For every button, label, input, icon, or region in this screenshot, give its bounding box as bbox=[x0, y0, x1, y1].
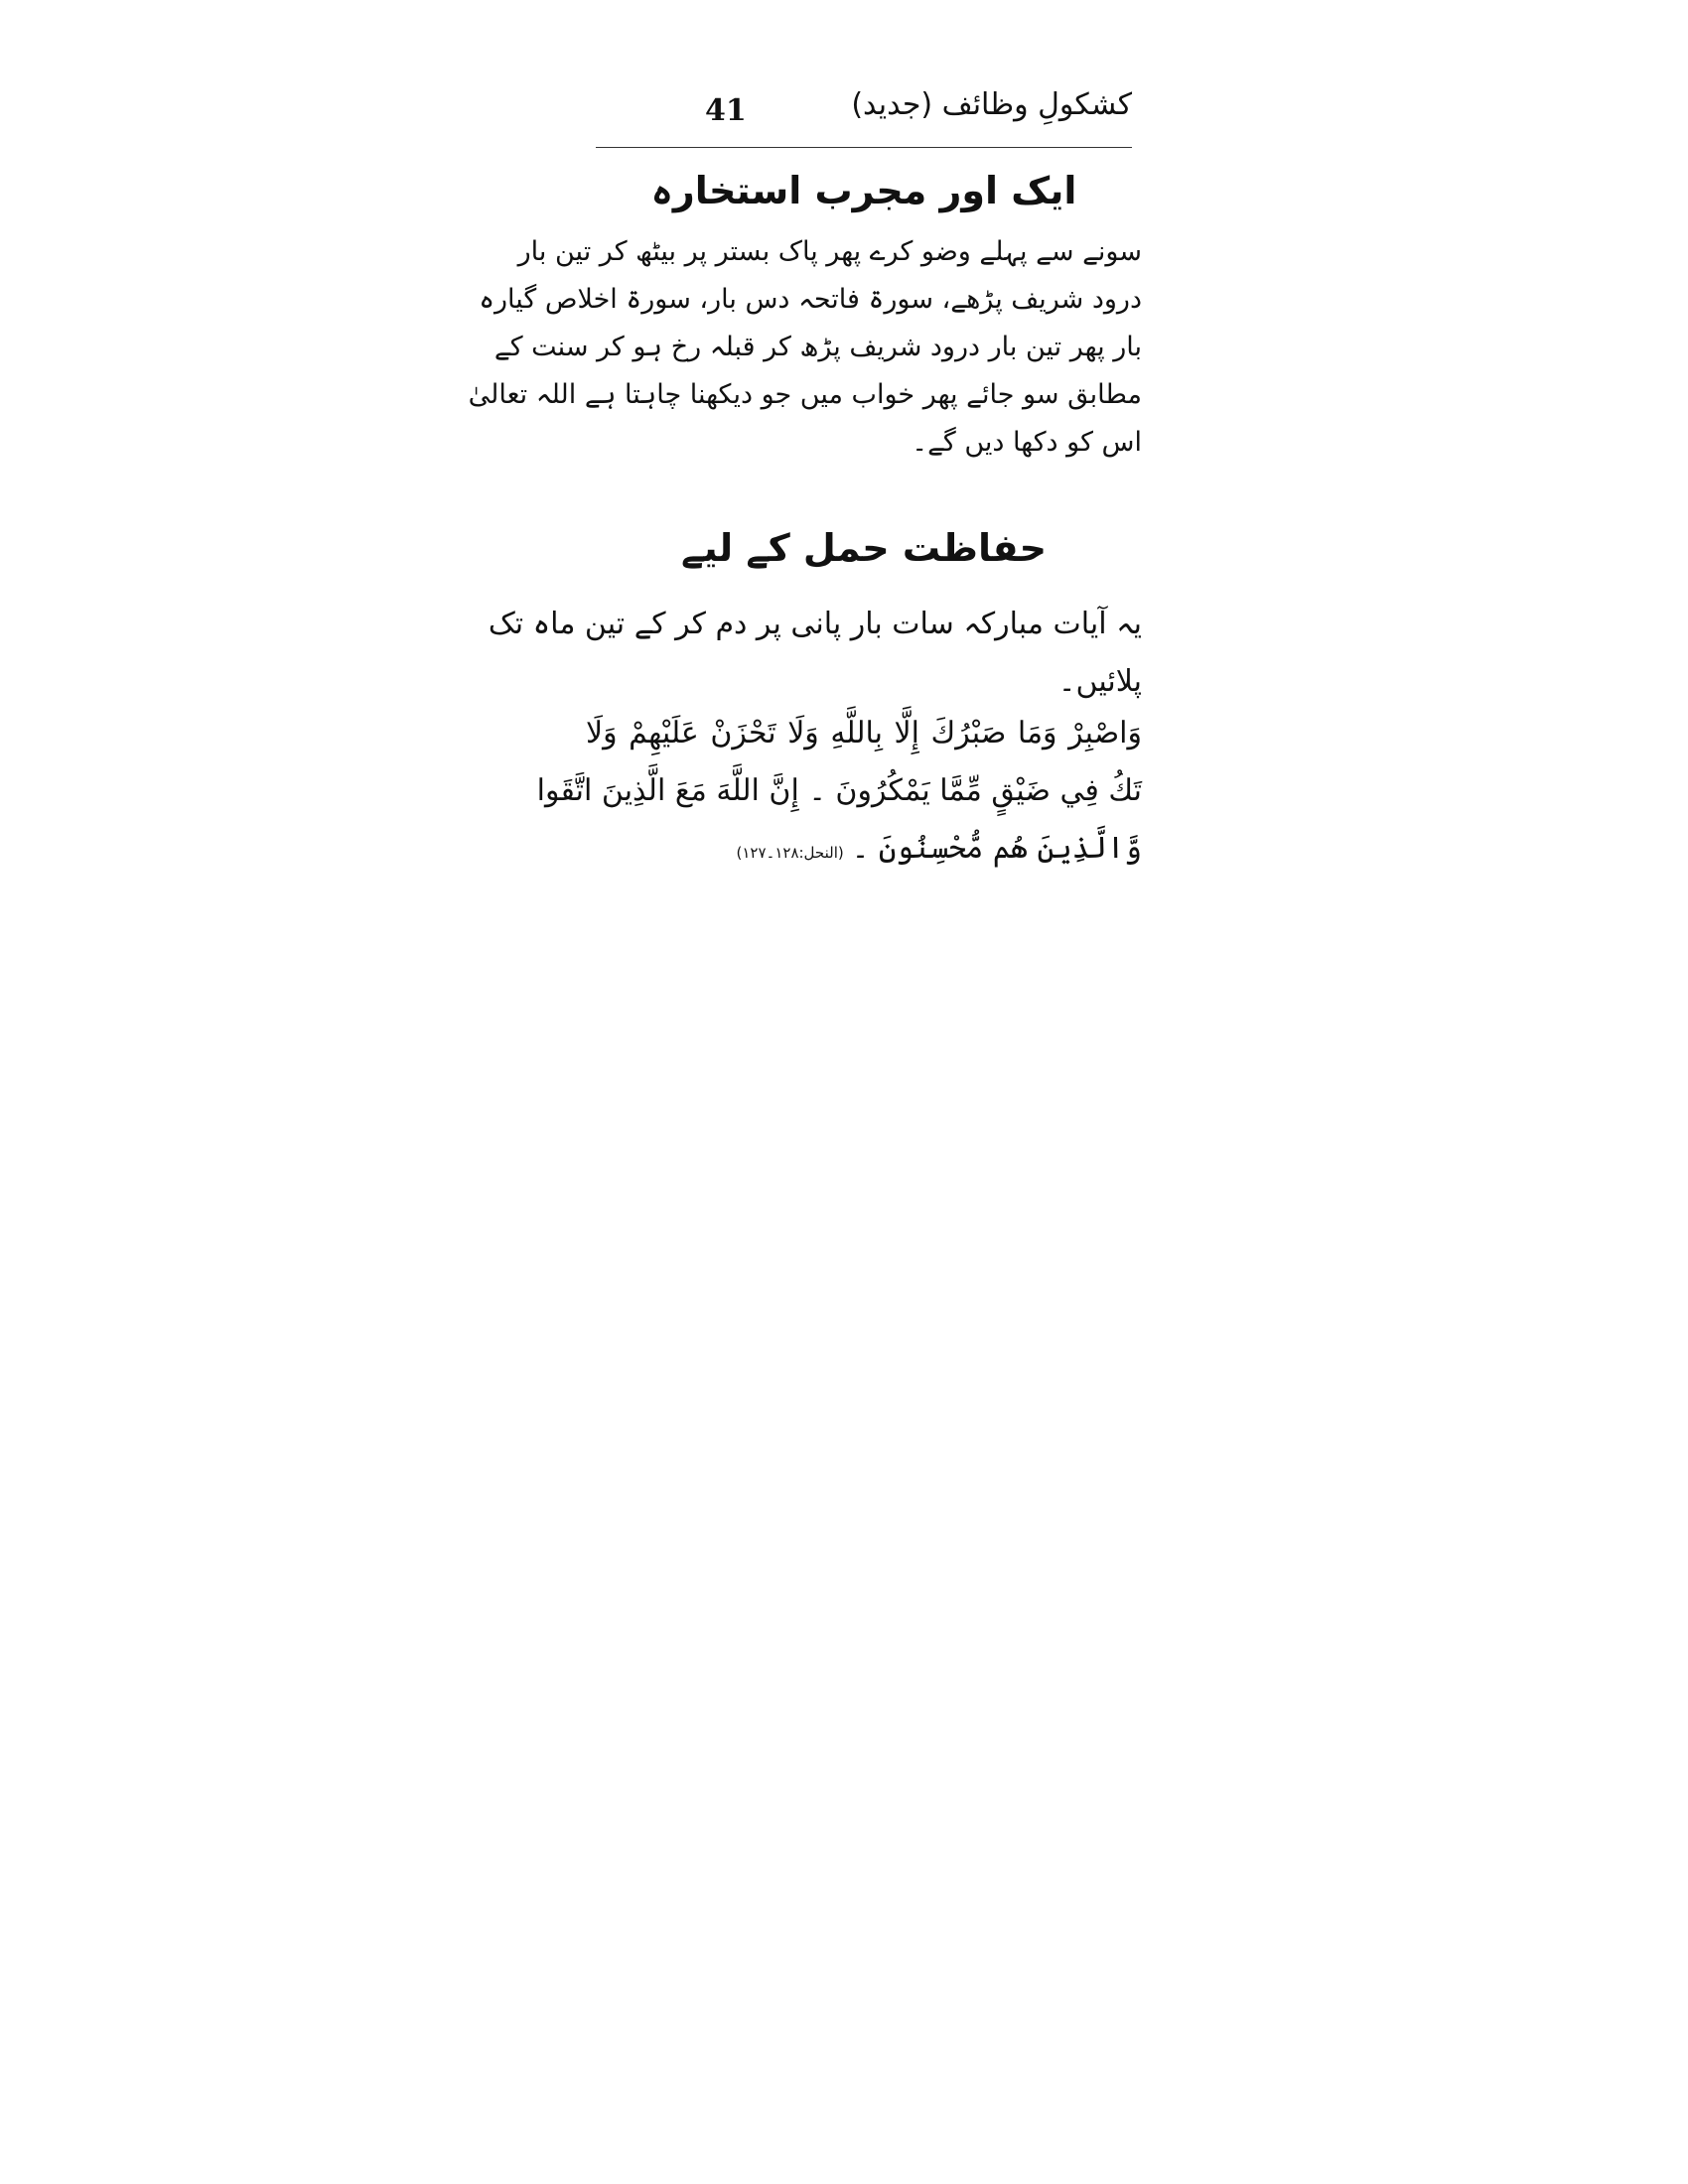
section-heading-istikhara: ایک اور مجرب استخارہ bbox=[650, 169, 1077, 212]
pregnancy-paragraph bbox=[488, 596, 1142, 711]
header-divider bbox=[596, 147, 1132, 148]
page-content bbox=[468, 69, 1142, 923]
quran-verse bbox=[536, 705, 1142, 878]
paragraph-line: سونے سے پہلے وضو کرے پھر پاک بستر پر بیٹھ کر تین بار bbox=[517, 236, 1142, 267]
page-number: 41 bbox=[705, 93, 747, 128]
verse-line-final bbox=[586, 820, 1142, 878]
paragraph-line: اس کو دکھا دیں گے۔ bbox=[912, 427, 1142, 458]
verse-line: تَكُ فِي ضَيْقٍ مِّمَّا يَمْكُرُونَ ۔ إِنَّ اللَّهَ مَعَ الَّذِينَ اتَّقَوا bbox=[536, 773, 1142, 808]
paragraph-line: مطابق سو جائے پھر خواب میں جو دیکھنا چاہتا ہے اللہ تعالیٰ bbox=[468, 379, 1142, 410]
section-heading-pregnancy-protection: حفاظت حمل کے لیے bbox=[681, 526, 1047, 570]
paragraph-line: پلائیں۔ bbox=[1057, 664, 1142, 699]
paragraph-line: یہ آیات مبارکہ سات بار پانی پر دم کر کے تین ماہ تک bbox=[488, 607, 1142, 641]
istikhara-paragraph bbox=[468, 228, 1142, 467]
book-title: کشکولِ وظائف (جدید) bbox=[851, 87, 1132, 122]
verse-line: وَّالَّذِينَ هُم مُّحْسِنُونَ ۔ bbox=[851, 831, 1142, 866]
paragraph-line: بار پھر تین بار درود شریف پڑھ کر قبلہ رخ ہو کر سنت کے bbox=[493, 332, 1142, 362]
verse-citation: (النحل:۱۲۸۔۱۲۷) bbox=[736, 844, 844, 862]
verse-line: وَاصْبِرْ وَمَا صَبْرُكَ إِلَّا بِاللَّهِ وَلَا تَحْزَنْ عَلَيْهِمْ وَلَا bbox=[586, 716, 1142, 751]
paragraph-line: درود شریف پڑھے، سورۃ فاتحہ دس بار، سورۃ اخلاص گیارہ bbox=[479, 284, 1142, 315]
running-header bbox=[586, 79, 1132, 139]
